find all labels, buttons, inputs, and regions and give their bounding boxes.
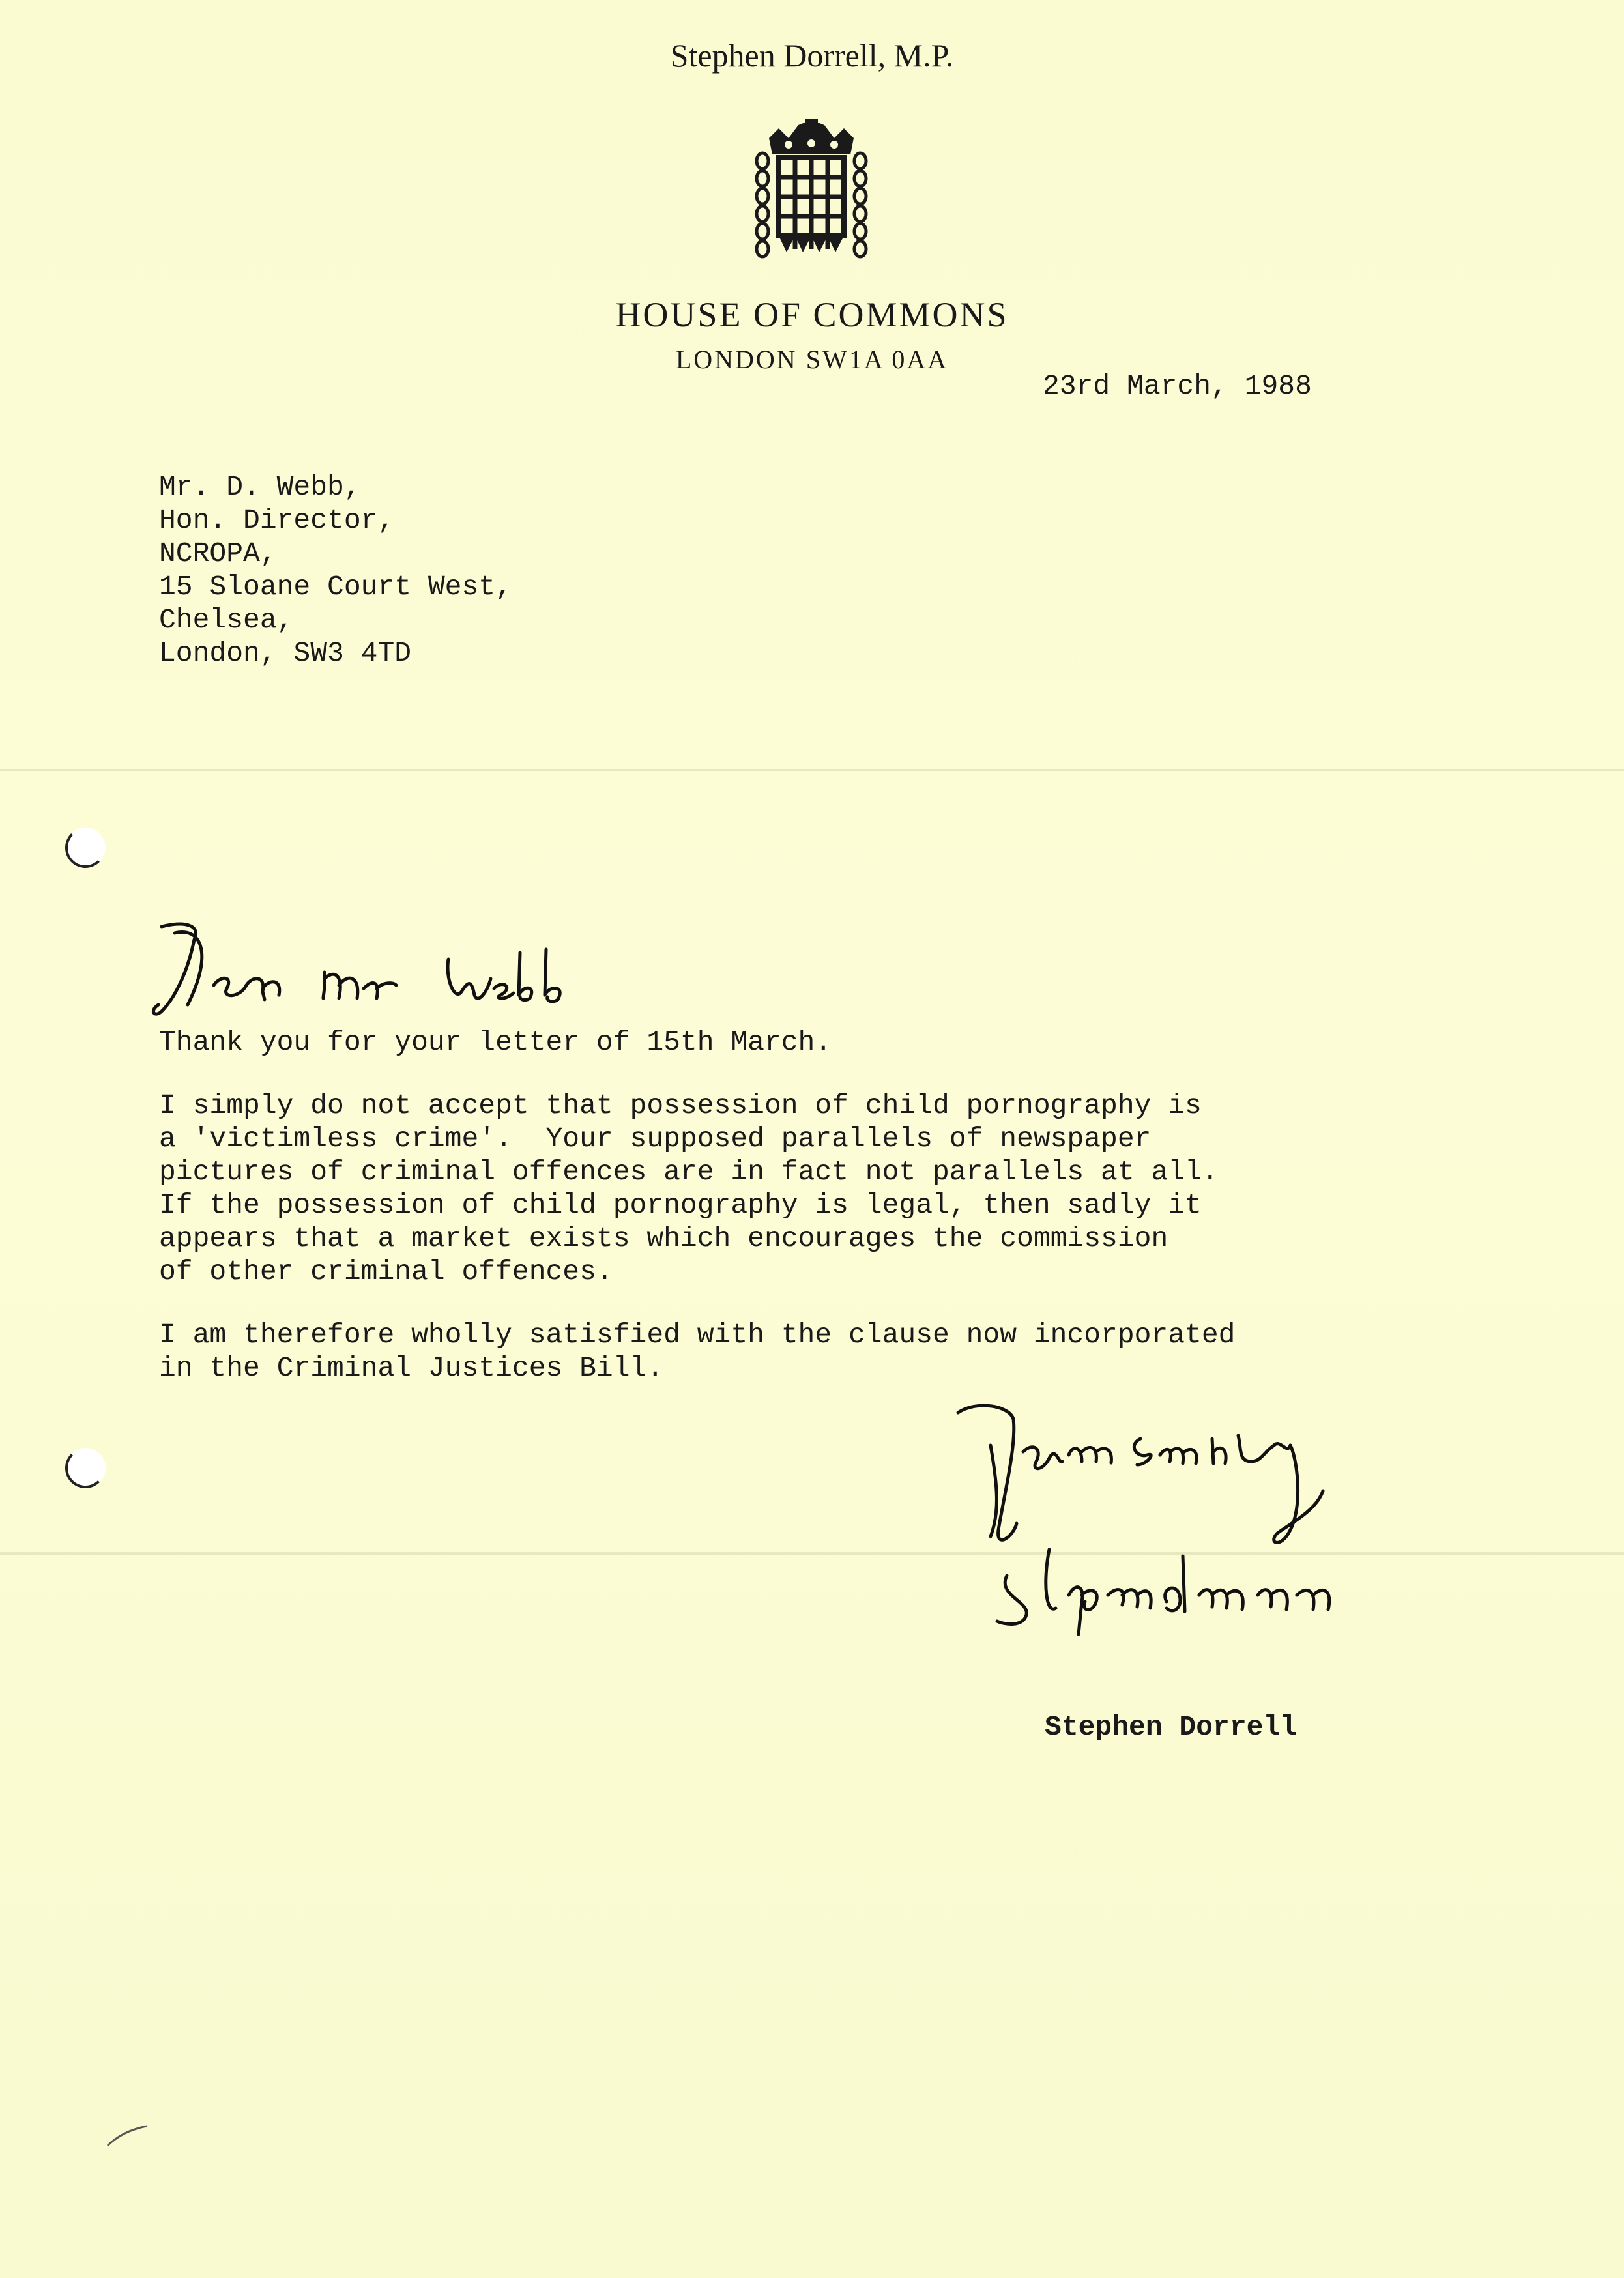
letter-body — [159, 1026, 1235, 1415]
pencil-mark — [104, 2123, 150, 2149]
handwritten-salutation — [149, 914, 618, 1024]
typed-signatory-name: Stephen Dorrell — [1045, 1711, 1298, 1743]
recipient-line: Chelsea, — [159, 604, 294, 636]
recipient-line: NCROPA, — [159, 538, 277, 570]
letterhead-mp-name: Stephen Dorrell, M.P. — [670, 37, 954, 74]
handwritten-signature — [951, 1400, 1499, 1680]
recipient-line: Mr. D. Webb, — [159, 471, 361, 503]
letterhead-address: LONDON SW1A 0AA — [675, 345, 949, 374]
fold-line — [0, 769, 1624, 771]
letterhead-institution: HOUSE OF COMMONS — [615, 295, 1009, 334]
punch-hole — [65, 1448, 106, 1488]
recipient-address — [159, 470, 512, 670]
body-paragraph: I simply do not accept that possession of child pornography is a 'victimless crime'. Your supposed parallels of newspaper pictures of criminal offences are in fact not parallels at all. If the possession of child pornography is legal, then sadly it appears that a market exists which encourages the commission of other criminal offences. — [159, 1089, 1219, 1288]
letter-date: 23rd March, 1988 — [1043, 370, 1312, 402]
portcullis-crest-icon — [749, 119, 873, 262]
body-paragraph: Thank you for your letter of 15th March. — [159, 1026, 832, 1058]
recipient-line: 15 Sloane Court West, — [159, 571, 512, 603]
punch-hole — [65, 828, 106, 868]
recipient-line: London, SW3 4TD — [159, 637, 412, 669]
body-paragraph: I am therefore wholly satisfied with the clause now incorporated in the Criminal Justices Bill. — [159, 1319, 1236, 1384]
recipient-line: Hon. Director, — [159, 504, 395, 536]
